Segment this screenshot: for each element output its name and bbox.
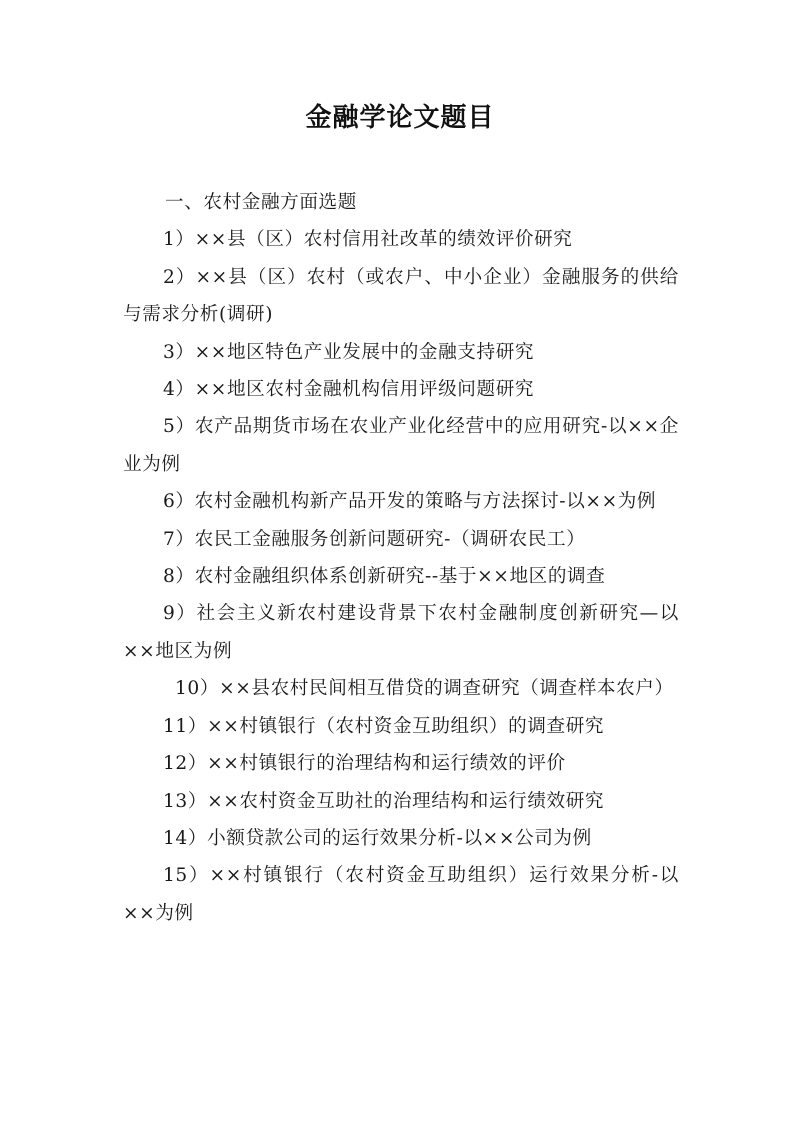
item-text: 农民工金融服务创新问题研究-（调研农民工） <box>194 528 586 550</box>
list-item <box>123 857 679 932</box>
list-item <box>123 708 679 745</box>
item-text: ××地区农村金融机构信用评级问题研究 <box>194 379 535 401</box>
item-text: ××村镇银行的治理结构和运行绩效的评价 <box>207 753 566 775</box>
item-number: 14） <box>163 827 208 849</box>
item-number: 12） <box>163 753 208 775</box>
list-item <box>123 483 679 520</box>
item-number: 7） <box>163 528 195 550</box>
list-item <box>123 595 679 670</box>
item-number: 8） <box>163 566 195 588</box>
item-number: 3） <box>163 341 195 363</box>
item-text: ××县（区）农村信用社改革的绩效评价研究 <box>194 229 573 251</box>
item-text: ××村镇银行（农村资金互助组织）的调查研究 <box>207 715 605 737</box>
list-item <box>123 221 679 258</box>
list-item <box>123 558 679 595</box>
list-item <box>123 670 679 707</box>
item-number: 1） <box>163 229 195 251</box>
list-item <box>123 745 679 782</box>
topic-list <box>123 221 679 932</box>
item-text: 农村金融机构新产品开发的策略与方法探讨-以××为例 <box>194 491 657 513</box>
item-number: 15） <box>163 865 210 887</box>
item-number: 11） <box>163 715 208 737</box>
list-item <box>123 820 679 857</box>
document-title: 金融学论文题目 <box>305 103 495 133</box>
item-number: 6） <box>163 491 195 513</box>
item-number: 4） <box>163 379 195 401</box>
item-text: ××村镇银行（农村资金互助组织）运行效果分析-以××为例 <box>123 865 679 924</box>
item-text: 社会主义新农村建设背景下农村金融制度创新研究—以××地区为例 <box>123 603 680 662</box>
item-text: 小额贷款公司的运行效果分析-以××公司为例 <box>207 827 592 849</box>
list-item <box>123 259 679 334</box>
list-item <box>123 334 679 371</box>
item-number: 10） <box>175 678 220 700</box>
item-text: ××农村资金互助社的治理结构和运行绩效研究 <box>207 790 605 812</box>
item-text: ××地区特色产业发展中的金融支持研究 <box>194 341 535 363</box>
list-item <box>123 408 679 483</box>
item-number: 5） <box>163 416 195 438</box>
list-item <box>123 783 679 820</box>
list-item <box>123 521 679 558</box>
item-text: ××县（区）农村（或农户、中小企业）金融服务的供给与需求分析(调研) <box>123 266 679 326</box>
item-text: 农村金融组织体系创新研究--基于××地区的调查 <box>194 566 606 588</box>
list-item <box>123 371 679 408</box>
item-number: 13） <box>163 790 208 812</box>
item-number: 2） <box>163 266 196 288</box>
item-text: ××县农村民间相互借贷的调查研究（调查样本农户） <box>219 678 674 700</box>
document-body <box>123 184 679 932</box>
item-number: 9） <box>163 603 197 625</box>
item-text: 农产品期货市场在农业产业化经营中的应用研究-以××企业为例 <box>123 416 679 475</box>
section-heading: 一、农村金融方面选题 <box>165 192 357 213</box>
